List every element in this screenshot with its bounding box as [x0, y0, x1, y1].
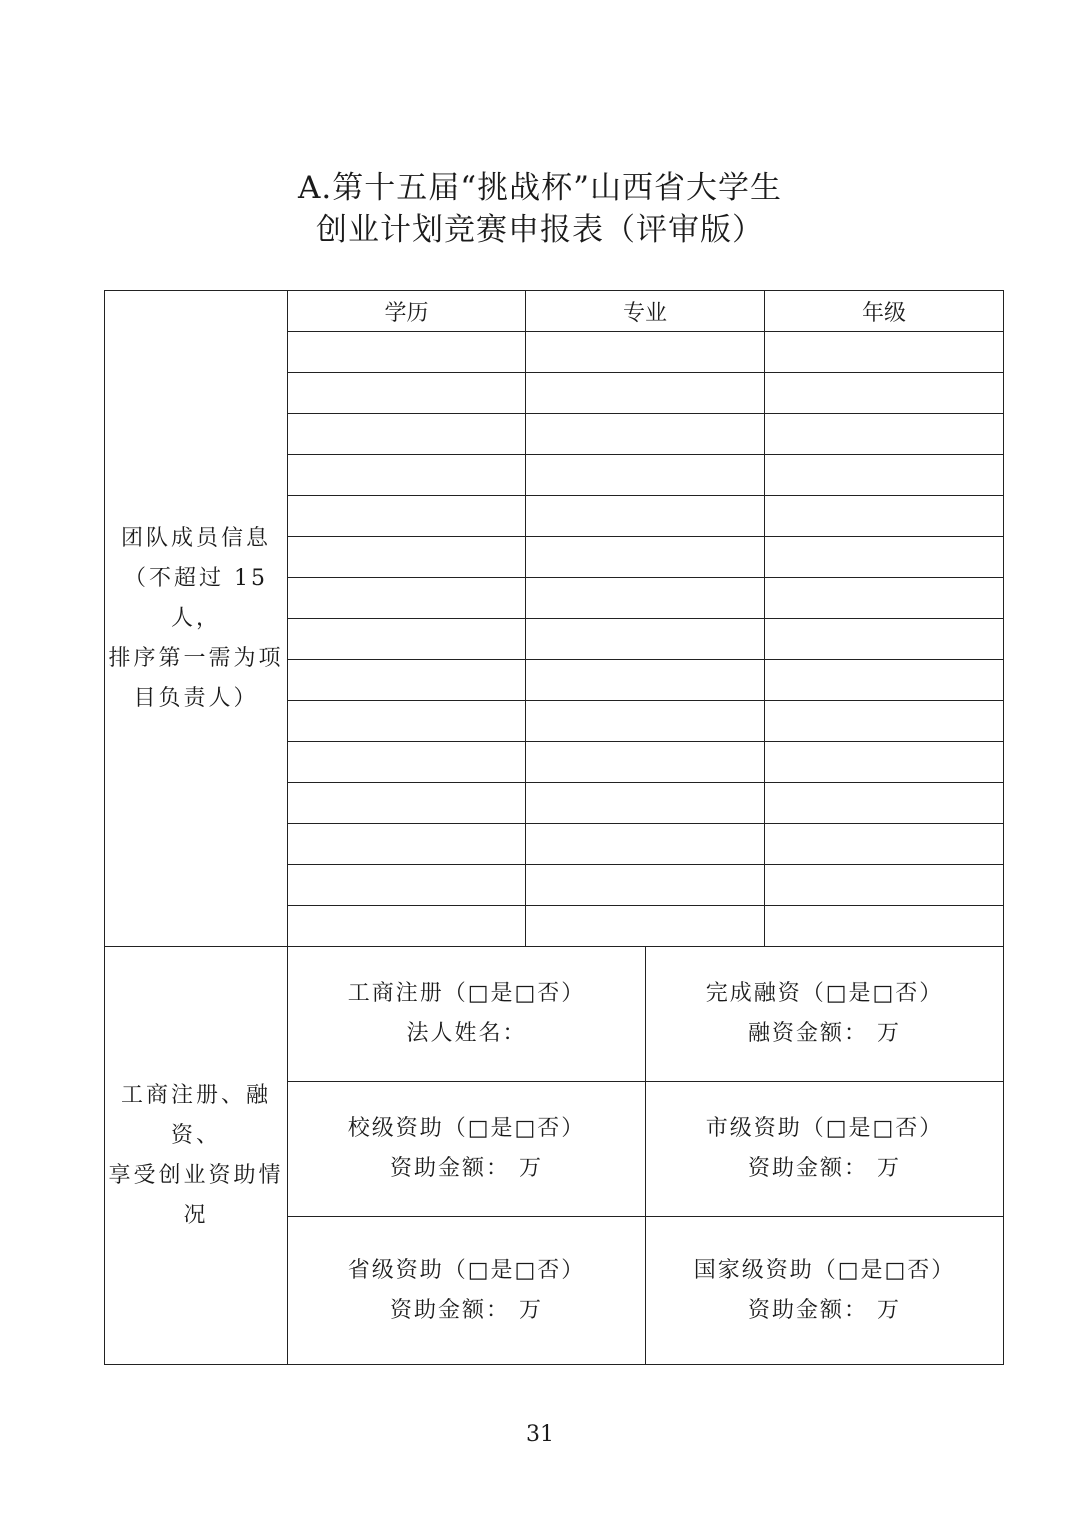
column-header-education: 学历: [288, 291, 526, 332]
grade-cell[interactable]: [765, 496, 1004, 537]
major-cell[interactable]: [526, 455, 765, 496]
application-form-table: [104, 290, 1004, 1365]
education-cell[interactable]: [288, 578, 526, 619]
funding-row-1: [105, 947, 1004, 1082]
grade-cell[interactable]: [765, 619, 1004, 660]
education-cell[interactable]: [288, 619, 526, 660]
grade-cell[interactable]: [765, 455, 1004, 496]
national-funding-cell[interactable]: 国家级资助（□是□否） 资助金额： 万: [646, 1217, 1004, 1365]
grade-cell[interactable]: [765, 660, 1004, 701]
major-cell[interactable]: [526, 578, 765, 619]
grade-cell[interactable]: [765, 701, 1004, 742]
education-cell[interactable]: [288, 742, 526, 783]
education-cell[interactable]: [288, 865, 526, 906]
team-columns-header: [105, 291, 1004, 332]
major-cell[interactable]: [526, 332, 765, 373]
team-member-section: [105, 291, 1004, 947]
form-title-line-2: 创业计划竞赛申报表（评审版）: [316, 212, 764, 248]
major-cell[interactable]: [526, 824, 765, 865]
school-funding-cell[interactable]: 校级资助（□是□否） 资助金额： 万: [288, 1082, 646, 1217]
grade-cell[interactable]: [765, 906, 1004, 947]
team-member-label: 团队成员信息 （不超过 15 人， 排序第一需为项 目负责人）: [105, 291, 288, 947]
education-cell[interactable]: [288, 332, 526, 373]
major-cell[interactable]: [526, 414, 765, 455]
education-cell[interactable]: [288, 455, 526, 496]
education-cell[interactable]: [288, 373, 526, 414]
grade-cell[interactable]: [765, 414, 1004, 455]
major-cell[interactable]: [526, 537, 765, 578]
education-cell[interactable]: [288, 496, 526, 537]
education-cell[interactable]: [288, 414, 526, 455]
grade-cell[interactable]: [765, 578, 1004, 619]
education-cell[interactable]: [288, 783, 526, 824]
column-header-major: 专业: [526, 291, 765, 332]
city-funding-cell[interactable]: 市级资助（□是□否） 资助金额： 万: [646, 1082, 1004, 1217]
education-cell[interactable]: [288, 906, 526, 947]
form-title-line-1: A.第十五届“挑战杯”山西省大学生: [298, 170, 782, 206]
education-cell[interactable]: [288, 701, 526, 742]
education-cell[interactable]: [288, 824, 526, 865]
major-cell[interactable]: [526, 701, 765, 742]
education-cell[interactable]: [288, 660, 526, 701]
business-registration-cell[interactable]: 工商注册（□是□否） 法人姓名：: [288, 947, 646, 1082]
grade-cell[interactable]: [765, 824, 1004, 865]
column-header-grade: 年级: [765, 291, 1004, 332]
grade-cell[interactable]: [765, 332, 1004, 373]
major-cell[interactable]: [526, 865, 765, 906]
education-cell[interactable]: [288, 537, 526, 578]
grade-cell[interactable]: [765, 783, 1004, 824]
page-number: 31: [526, 1422, 554, 1447]
grade-cell[interactable]: [765, 373, 1004, 414]
major-cell[interactable]: [526, 496, 765, 537]
major-cell[interactable]: [526, 619, 765, 660]
funding-section: [105, 947, 1004, 1365]
major-cell[interactable]: [526, 906, 765, 947]
major-cell[interactable]: [526, 742, 765, 783]
grade-cell[interactable]: [765, 537, 1004, 578]
major-cell[interactable]: [526, 373, 765, 414]
grade-cell[interactable]: [765, 865, 1004, 906]
province-funding-cell[interactable]: 省级资助（□是□否） 资助金额： 万: [288, 1217, 646, 1365]
funding-label: 工商注册、融资、 享受创业资助情 况: [105, 947, 288, 1365]
major-cell[interactable]: [526, 783, 765, 824]
financing-cell[interactable]: 完成融资（□是□否） 融资金额： 万: [646, 947, 1004, 1082]
major-cell[interactable]: [526, 660, 765, 701]
grade-cell[interactable]: [765, 742, 1004, 783]
